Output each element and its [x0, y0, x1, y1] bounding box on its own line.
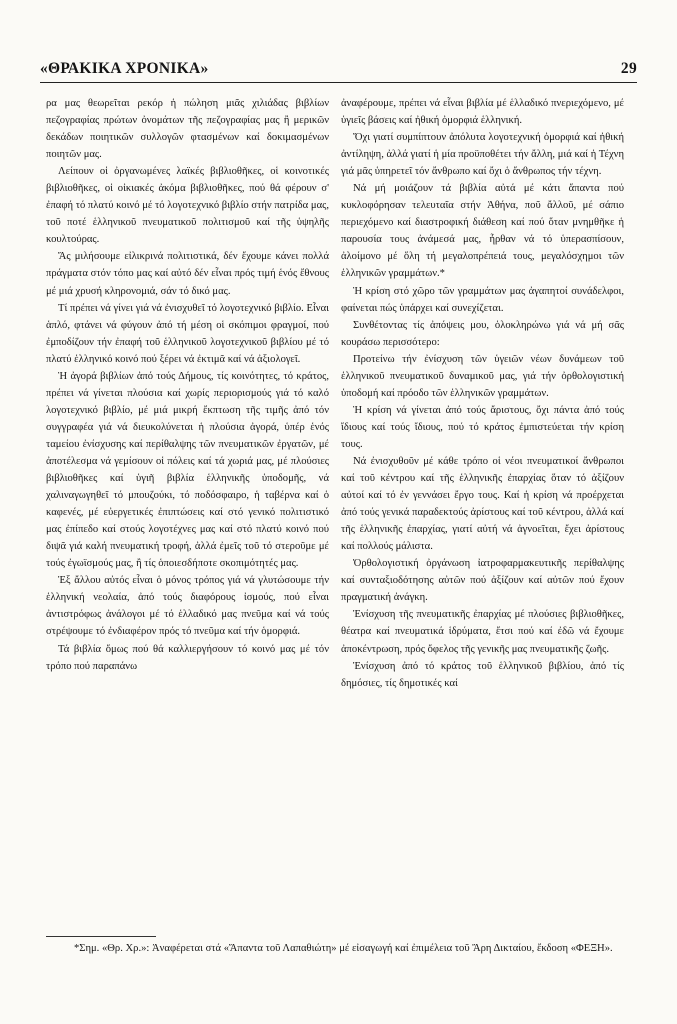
- paragraph: ἀναφέρουμε, πρέπει νά εἶναι βιβλία μέ ἑλλαδικό πνεριεχόμενο, μέ ὑγιεῖς βάσεις καί ἠθική ὀμορφιά ἑλληνική.: [341, 98, 624, 127]
- paragraph: Ἡ ἀγορά βιβλίων ἀπό τούς Δήμους, τίς κοινότητες, τό κράτος, πρέπει νά γίνεται πλούσια καί χωρίς περιορισμούς γιά τό καλό λογοτεχνικό βιβλίο, μέ μιά μικρή ἔκπτωση τῆς τιμῆς ἀπό τόν συγγραφέα γιά νά διευκολύνεται ἡ πλούσια ἀγορά, ὑπέρ ἑνός ταμείου ἐνίσχυσης καί περίθαλψης τῶν πνευματικῶν ἐργατῶν, μέ ἀποτέλεσμα νά γεμίσουν οἱ πόλεις καί τά χωριά μας, μέ πλούσιες βιβλιοθῆκες καί ὑγιῆ βιβλία ἑλληνικῆς ὑποδομῆς, νά χαλιναγωγηθεῖ τό μπουζούκι, τό ποδόσφαιρο, ἡ ταβέρνα καί ὁ καφενές, μέ εὐεργετικές ἐπιπτώσεις καί στό γενικό πολιτιστικό μας ἐπίπεδο καί στούς λογοτέχνες μας καί στό πλατύ κοινό πού διψᾶ γιά καλή πνευματική τροφή, ἀλλά ἐμεῖς τοῦ τό στεροῦμε μέ τούς ἐγωϊσμούς μας, ἢ τίς ὁποιεσδήποτε σκοπιμότητές μας.: [46, 370, 329, 570]
- paragraph: Τί πρέπει νά γίνει γιά νά ἐνισχυθεῖ τό λογοτεχνικό βιβλίο. Εἶναι ἁπλό, φτάνει νά φύγουν ἀπό τή μέση οἱ σκόπιμοι φραγμοί, πού ἐμποδίζουν τήν ἐπαφή τοῦ ἑλληνικοῦ λογοτεχνικοῦ βιβλίου μέ τό πλατύ ἑλληνικό κοινό πού ξέρει νά ἐκτιμᾶ καί νά ἀξιολογεῖ.: [46, 302, 329, 365]
- footnote: *Σημ. «Θρ. Χρ.»: Ἀναφέρεται στά «Ἅπαντα τοῦ Λαπαθιώτη» μέ εἰσαγωγή καί ἐπιμέλεια τοῦ Ἄρη Δικταίου, ἔκδοση «ΦΕΞΗ».: [74, 943, 613, 954]
- journal-title: «ΘΡΑΚΙΚΑ ΧΡΟΝΙΚΑ»: [40, 60, 209, 77]
- paragraph: Τά βιβλία ὅμως πού θά καλλιεργήσουν τό κοινό μας μέ τόν τρόπο πού παραπάνω: [46, 643, 329, 672]
- paragraph: Ὀρθολογιστική ὀργάνωση ἰατροφαρμακευτικῆς περίθαλψης καί συνταξιοδότησης αὐτῶν πού ἀξίζουν καί αὐτῶν πού ἔχουν πραγματική ἀνάγκη.: [341, 558, 624, 604]
- page-number: 29: [620, 60, 637, 77]
- header-rule: [40, 82, 637, 83]
- left-column: [46, 95, 329, 675]
- paragraph: ρα μας θεωρεῖται ρεκόρ ἡ πώληση μιᾶς χιλιάδας βιβλίων πεζογραφίας πρώτων ὀνομάτων τῆς πεζογραφίας μας ἢ μερικῶν δεκάδων ποιητικῶν συλλογῶν φτασμένων καί δοκιμασμένων ποιητῶν μας.: [46, 98, 329, 161]
- paragraph: Ἐξ ἄλλου αὐτός εἶναι ὁ μόνος τρόπος γιά νά γλυτώσουμε τήν ἑλληνική νεολαία, ἀπό τούς διαφόρους ἰσμούς, πού εἶναι ἀντιστρόφως ἀνάλογοι μέ τό ἑλλαδικό μας πνεῦμα καί νά τούς στρέψουμε τό ἐνδιαφέρον πρός τό πνεῦμα καί τήν ὁμορφιά.: [46, 575, 329, 638]
- footnote-rule: [46, 936, 156, 937]
- paragraph: Ὄχι γιατί συμπίπτουν ἀπόλυτα λογοτεχνική ὀμορφιά καί ἠθική ἀντίληψη, ἀλλά γιατί ἡ μία προϋποθέτει τήν ἄλλη, μιά καί ἡ Τέχνη γιά μᾶς ὑπηρετεῖ τόν ἄνθρωπο καί ὄχι ὁ ἄνθρωπος τήν τέχνη.: [341, 132, 624, 178]
- paragraph: Ἐνίσχυση τῆς πνευματικῆς ἐπαρχίας μέ πλούσιες βιβλιοθῆκες, θέατρα καί πνευματικά ἱδρύματα, ἔτσι πού καί ἐδῶ νά ἔχουμε ἀποκέντρωση, πρός ὄφελος τῆς γενικῆς μας πνευματικῆς ζωῆς.: [341, 609, 624, 655]
- paragraph: Ἡ κρίση νά γίνεται ἀπό τούς ἄριστους, ὄχι πάντα ἀπό τούς ἴδιους καί τούς ἴδιους, πού τό κράτος ἐμπιστεύεται τήν κρίση τους.: [341, 404, 624, 450]
- page-header: [40, 60, 637, 78]
- paragraph: Νά μή μοιάζουν τά βιβλία αὐτά μέ κάτι ἅπαντα πού κυκλοφόρησαν τελευταῖα στήν Ἀθήνα, ποῦ ἄλλοῦ, μέ σάπιο περιεχόμενο καί διαστροφική διάθεση καί πού ὅταν μνημθῆκε ἡ παρουσία τους ἀνάμεσά μας, ἦρθαν νά τό ὑπερασπίσουν, ἀλοίμονο μέ ὅλη τή μεγαλοπρέπειά τους, μεγαλόσχημοι τῶν ἑλληνικῶν γραμμάτων.*: [341, 183, 624, 280]
- paragraph: Ἐνίσχυση ἀπό τό κράτος τοῦ ἑλληνικοῦ βιβλίου, ἀπό τίς δημόσιες, τίς δημοτικές καί: [341, 660, 624, 689]
- paragraph: Ἡ κρίση στό χῶρο τῶν γραμμάτων μας ἀγαπητοί συνάδελφοι, φαίνεται πώς ὑπάρχει καί συνεχίζεται.: [341, 285, 624, 314]
- paragraph: Νά ἐνισχυθοῦν μέ κάθε τρόπο οἱ νέοι πνευματικοί ἄνθρωποι καί τοῦ κέντρου καί τῆς ἑλληνικῆς ἐπαρχίας ὅταν τό ἀξίζουν αὐτοί καί τό ἐν γεννάσει ἔργο τους. Καί ἡ κρίση νά προέρχεται ἀπό τούς γενικά παραδεκτούς ἀρίστους καί τοῦ κέντρου, ἀλλά καί τῆς ἑλληνικῆς ἐπαρχίας, γιατί αὐτή νά ἀγνοεῖται, ἔχει ἀρίστους καί πολλούς μάλιστα.: [341, 455, 624, 553]
- paragraph: Συνθέτοντας τίς ἀπόψεις μου, ὁλοκληρώνω γιά νά μή σᾶς κουράσω περισσότερο:: [341, 319, 624, 348]
- paragraph: Λείπουν οἱ ὀργανωμένες λαϊκές βιβλιοθῆκες, οἱ κοινοτικές βιβλιοθῆκες, οἱ οἰκιακές ἀκόμα βιβλιοθῆκες, πού θά φέρουν σ' ἐπαφή τό πλατύ κοινό μέ τό λογοτεχνικό βιβλίο στήν πατρίδα μας, τοῦ ποτέ ἑλληνικοῦ πνευματικοῦ πολιτισμοῦ καί τῆς ὑψηλῆς κουλτούρας.: [46, 166, 329, 246]
- paragraph: Ἄς μιλήσουμε εἰλικρινά πολιτιστικά, δέν ἔχουμε κάνει πολλά πράγματα στόν τόπο μας καί αὐτό δέν εἶναι πρός τιμή ἑνός ἔθνους μέ μιά χρυσή κληρονομιά, σάν τό δικό μας.: [46, 251, 329, 297]
- paragraph: Προτείνω τήν ἐνίσχυση τῶν ὑγειῶν νέων δυνάμεων τοῦ ἑλληνικοῦ πνευματικοῦ δυναμικοῦ μας, γιά τήν ὀρθολογιστική ὑποδομή καί πρόοδο τῶν ἑλληνικῶν γραμμάτων.: [341, 353, 624, 399]
- right-column: [341, 95, 624, 692]
